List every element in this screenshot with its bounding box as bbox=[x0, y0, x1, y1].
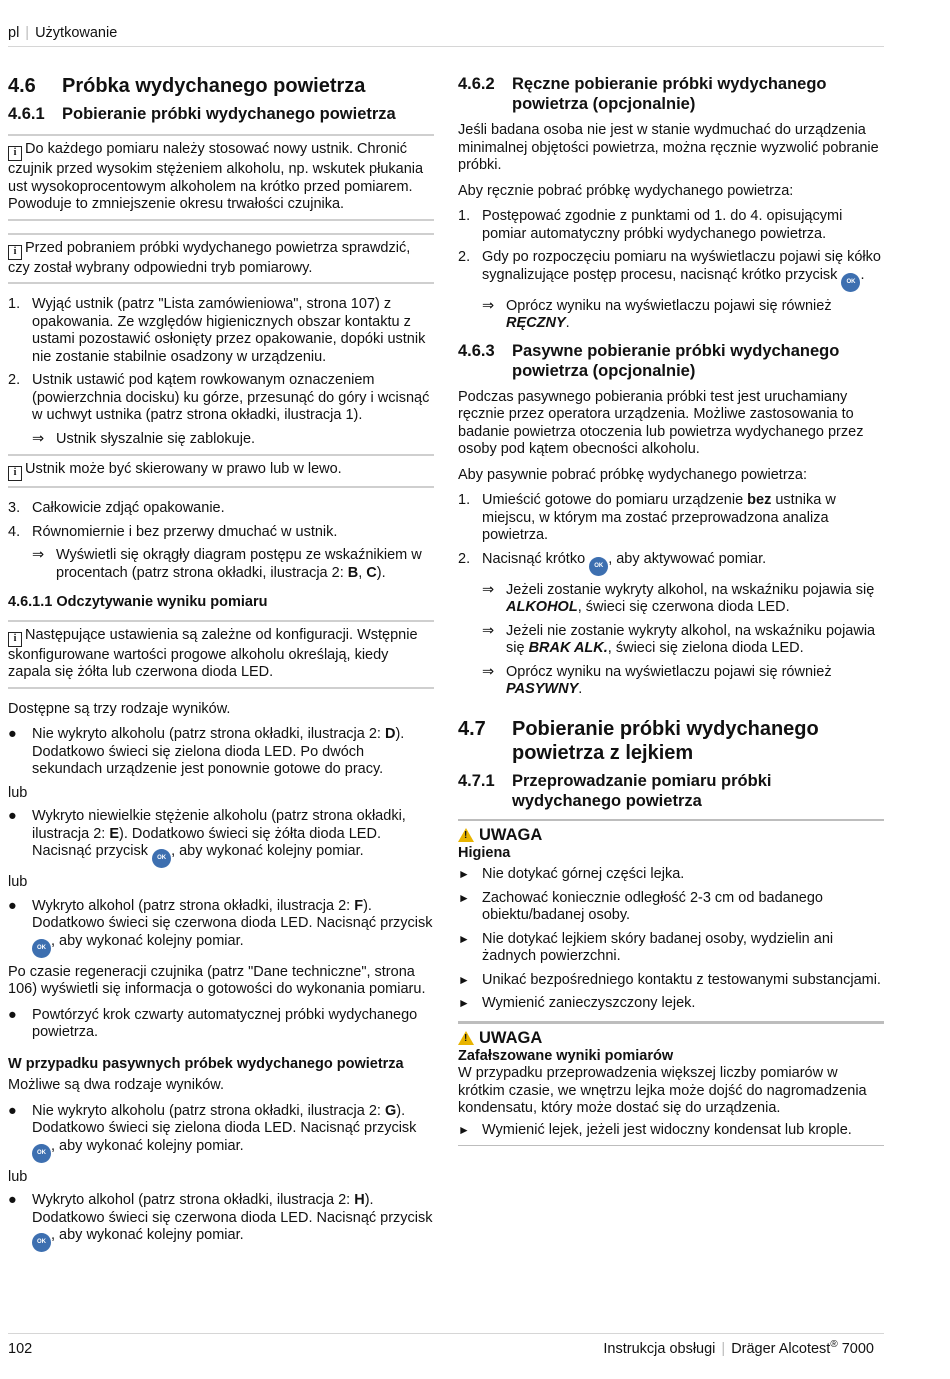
product-model: 7000 bbox=[841, 1341, 874, 1357]
bullet-item: ● Powtórzyć krok czwarty automatycznej próbki wydychanego powietrza. bbox=[8, 1006, 418, 1040]
list-item: 2. Nacisnąć krótko OK , aby aktywować pomiar. bbox=[458, 551, 884, 576]
bullet-item: ● Wykryto alkohol (patrz strona okładki, ilustracja 2: F). Dodatkowo świeci się czerwona dioda LED. Nacisnąć przycisk OK , aby wykonać kolejny pomiar. bbox=[8, 898, 434, 958]
info-note: i Przed pobraniem próbki wydychanego powietrza sprawdzić, czy został wybrany odpowiedni tryb pomiarowy. bbox=[8, 233, 434, 285]
paragraph: Po czasie regeneracji czujnika (patrz "Dane techniczne", strona 106) wyświetli się informacja o gotowości do wykonania pomiaru. bbox=[8, 963, 426, 997]
list-item: 1. Postępować zgodnie z punktami od 1. do 4. opisującymi pomiar automatyczny próbki wydychanego powietrza. bbox=[458, 208, 843, 242]
page-header: pl | Użytkowanie bbox=[8, 25, 884, 47]
info-note: i Do każdego pomiaru należy stosować nowy ustnik. Chronić czujnik przed wysokim stężeniem alkoholu, np. wskutek płukania ust wysokoprocentowym alkoholem na krótko przed pomiarem. Powoduje to zmniejszenie okresu trwałości czujnika. bbox=[8, 134, 434, 221]
header-lang: pl bbox=[8, 25, 20, 41]
or-text: lub bbox=[8, 874, 28, 890]
warning-icon: ! bbox=[458, 828, 474, 842]
paragraph: Podczas pasywnego pobierania próbki test jest uruchamiany ręcznie przez operatora urządzenia. Możliwe zastosowania to badanie powietrza otoczenia lub powietrza wydychanego przez osoby pod kątem obecności alkoholu. bbox=[458, 388, 864, 457]
heading-4-6-1: 4.6.1 Pobieranie próbki wydychanego powietrza bbox=[8, 105, 396, 123]
list-item: ► Wymienić lejek, jeżeli jest widoczny kondensat lub krople. bbox=[458, 1121, 852, 1138]
heading-4-7-1: 4.7.1 Przeprowadzanie pomiaru próbki wydychanego powietrza bbox=[458, 771, 772, 810]
list-item: 2. Ustnik ustawić pod kątem rowkowanym oznaczeniem (powierzchnia docisku) ku górze, przesunąć do góry i wcisnąć w uchwyt ustnika (patrz strona okładki, ilustracja 1). bbox=[8, 372, 430, 423]
doc-title: Instrukcja obsługi bbox=[603, 1341, 716, 1357]
or-text: lub bbox=[8, 784, 28, 801]
right-column bbox=[458, 72, 884, 1146]
list-item: ► Unikać bezpośredniego kontaktu z testowanymi substancjami. bbox=[458, 971, 881, 988]
info-note: i Następujące ustawienia są zależne od konfiguracji. Wstępnie skonfigurowane wartości progowe alkoholu określają, kiedy zapala się żółta lub czerwona dioda LED. bbox=[8, 620, 434, 689]
product-name: Dräger Alcotest bbox=[731, 1341, 831, 1357]
ok-button-icon: OK bbox=[152, 849, 171, 868]
list-item: ► Wymienić zanieczyszczony lejek. bbox=[458, 995, 696, 1011]
ok-button-icon: OK bbox=[32, 939, 51, 958]
passive-heading: W przypadku pasywnych próbek wydychanego powietrza bbox=[8, 1055, 404, 1072]
ok-button-icon: OK bbox=[841, 273, 860, 292]
info-icon: i bbox=[8, 466, 22, 481]
result-arrow-icon: ⇒ bbox=[482, 663, 495, 680]
paragraph: Aby pasywnie pobrać próbkę wydychanego powietrza: bbox=[458, 466, 808, 483]
heading-4-6: 4.6 Próbka wydychanego powietrza bbox=[8, 75, 366, 97]
info-icon: i bbox=[8, 146, 22, 161]
list-item: ► Nie dotykać górnej części lejka. bbox=[458, 866, 685, 882]
result-arrow-icon: ⇒ bbox=[482, 622, 495, 639]
bullet-item: ● Nie wykryto alkoholu (patrz strona okładki, ilustracja 2: G). Dodatkowo świeci się zielona dioda LED. Nacisnąć przycisk OK , aby wykonać kolejny pomiar. bbox=[8, 1103, 434, 1163]
list-item: 1. Umieścić gotowe do pomiaru urządzenie bez ustnika w miejscu, w którym ma zostać przeprowadzona analiza powietrza. bbox=[458, 492, 836, 543]
list-item: ► Zachować koniecznie odległość 2-3 cm od badanego obiektu/badanej osoby. bbox=[458, 889, 823, 923]
ok-button-icon: OK bbox=[32, 1233, 51, 1252]
list-item: 4. Równomiernie i bez przerwy dmuchać w ustnik. bbox=[8, 523, 338, 540]
bullet-item: ● Wykryto alkohol (patrz strona okładki, ilustracja 2: H). Dodatkowo świeci się czerwona dioda LED. Nacisnąć przycisk OK , aby wykonać kolejny pomiar. bbox=[8, 1192, 434, 1252]
list-item: 3. Całkowicie zdjąć opakowanie. bbox=[8, 500, 225, 516]
paragraph: Dostępne są trzy rodzaje wyników. bbox=[8, 700, 231, 717]
list-item: 2. Gdy po rozpoczęciu pomiaru na wyświetlaczu pojawi się kółko sygnalizujące postęp procesu, nacisnąć krótko przycisk OK . bbox=[458, 249, 884, 292]
left-column bbox=[8, 72, 434, 1258]
list-item: ► Nie dotykać lejkiem skóry badanej osoby, wydzielin ani żadnych powierzchni. bbox=[458, 930, 834, 964]
warning-icon: ! bbox=[458, 1031, 474, 1045]
heading-4-6-1-1: 4.6.1.1 Odczytywanie wyniku pomiaru bbox=[8, 594, 268, 610]
heading-4-7: 4.7 Pobieranie próbki wydychanego powietrza z lejkiem bbox=[458, 717, 819, 764]
result-item: ⇒ Oprócz wyniku na wyświetlaczu pojawi się również PASYWNY. bbox=[482, 663, 832, 697]
warning-false-results: ! UWAGA Zafałszowane wyniki pomiarów W przypadku przeprowadzenia większej liczby pomiarów w krótkim czasie, we wnętrzu lejka może dojść do nagromadzenia kondensatu, który może dostać się do urządzenia. ► Wymienić lejek, jeżeli jest widoczny kondensat lub krople. bbox=[458, 1021, 884, 1147]
result-item: ⇒ Wyświetli się okrągły diagram postępu ze wskaźnikiem w procentach (patrz strona okładki, ilustracja 2: B, C). bbox=[32, 547, 422, 581]
result-item: ⇒ Ustnik słyszalnie się zablokuje. bbox=[32, 430, 256, 447]
ok-button-icon: OK bbox=[589, 557, 608, 576]
heading-4-6-3: 4.6.3 Pasywne pobieranie próbki wydychanego powietrza (opcjonalnie) bbox=[458, 341, 840, 380]
heading-4-6-2: 4.6.2 Ręczne pobieranie próbki wydychanego powietrza (opcjonalnie) bbox=[458, 75, 827, 113]
paragraph: Możliwe są dwa rodzaje wyników. bbox=[8, 1077, 224, 1093]
result-arrow-icon: ⇒ bbox=[32, 547, 45, 563]
result-arrow-icon: ⇒ bbox=[482, 297, 495, 314]
result-arrow-icon: ⇒ bbox=[32, 430, 45, 447]
result-item: ⇒ Jeżeli zostanie wykryty alkohol, na wskaźniku pojawia się ALKOHOL, świeci się czerwona dioda LED. bbox=[482, 581, 875, 615]
or-text: lub bbox=[8, 1168, 28, 1185]
header-section: Użytkowanie bbox=[35, 25, 118, 41]
paragraph: Aby ręcznie pobrać próbkę wydychanego powietrza: bbox=[458, 182, 794, 199]
paragraph: Jeśli badana osoba nie jest w stanie wydmuchać do urządzenia minimalnej objętości powietrza, można ręcznie wyzwolić pobranie próbki. bbox=[458, 122, 879, 173]
warning-hygiene: ! UWAGA Higiena ► Nie dotykać górnej części lejka. ► Zachować koniecznie odległość 2-3 cm od badanego obiektu/badanej osoby. ► Nie dotykać lejkiem skóry badanej osoby, wydzielin ani żadnych powierzchni. ► Unikać bezpośredniego kontaktu z testowanymi substancjami. ► Wymienić zanieczyszczony lejek. bbox=[458, 819, 884, 1013]
info-icon: i bbox=[8, 245, 22, 260]
bullet-item: ● Wykryto niewielkie stężenie alkoholu (patrz strona okładki, ilustracja 2: E). Dodatkowo świeci się żółta dioda LED. Nacisnąć przycisk OK , aby wykonać kolejny pomiar. bbox=[8, 808, 434, 868]
list-item: 1. Wyjąć ustnik (patrz "Lista zamówieniowa", strona 107) z opakowania. Ze względów higienicznych obszar kontaktu z ustami pozostawić osłonięty przez opakowanie, dopóki ustnik nie zostanie stabilnie osadzony w urządzeniu. bbox=[8, 296, 426, 365]
info-note: i Ustnik może być skierowany w prawo lub w lewo. bbox=[8, 454, 434, 488]
page-footer: 102 Instrukcja obsługi | Dräger Alcotest® 7000 bbox=[8, 1333, 884, 1359]
ok-button-icon: OK bbox=[32, 1144, 51, 1163]
info-icon: i bbox=[8, 632, 22, 647]
page-number: 102 bbox=[8, 1341, 33, 1357]
result-item: ⇒ Jeżeli nie zostanie wykryty alkohol, na wskaźniku pojawia się BRAK ALK., świeci się zielona dioda LED. bbox=[482, 622, 876, 656]
result-arrow-icon: ⇒ bbox=[482, 581, 495, 598]
result-item: ⇒ Oprócz wyniku na wyświetlaczu pojawi się również RĘCZNY. bbox=[482, 297, 832, 331]
bullet-item: ● Nie wykryto alkoholu (patrz strona okładki, ilustracja 2: D). Dodatkowo świeci się zielona dioda LED. Po dwóch sekundach urządzenie jest ponownie gotowe do pracy. bbox=[8, 726, 405, 777]
